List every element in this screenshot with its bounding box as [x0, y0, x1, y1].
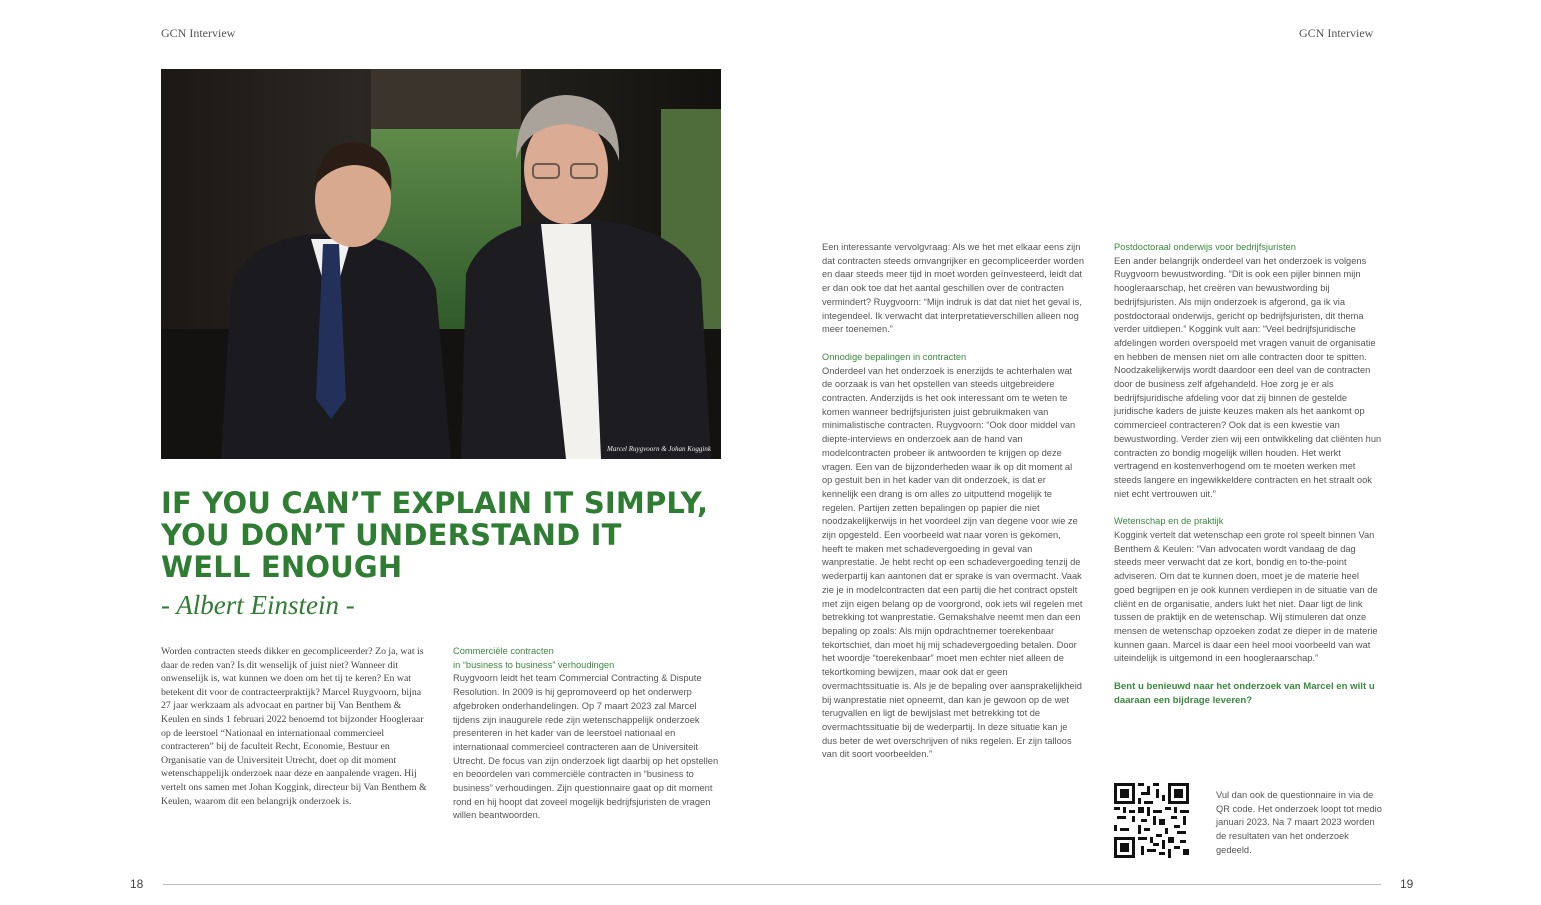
quote-author: - Albert Einstein - [161, 590, 355, 620]
headline-line-3: WELL ENOUGH [161, 550, 403, 584]
intro-text: Worden contracten steeds dikker en gecompliceerder? Zo ja, wat is daar de reden van? Is dit wenselijk of juist niet? Wanneer dit onwenselijk is, wat kunnen we doen om het tij te keren? En wat betekent dit voor de contracteerpraktijk? Marcel Ruygvoorn, bijna 27 jaar werkzaam als advocaat en partner bij Van Benthem & Keulen en sinds 1 februari 2022 benoemd tot bijzonder Hoogleraar op de leerstoel “Nationaal en internationaal commercieel contracteren” bij de faculteit Recht, Economie, Bestuur en Organisatie van de Universiteit Utrecht, doet op dit moment wetenschappelijk onderzoek naar deze en aanpalende vragen. Hij vertelt ons samen met Johan Koggink, directeur bij Van Benthem & Keulen, waarom dit een belangrijk onderzoek is. [161, 646, 427, 807]
column-postdoctoral [1114, 241, 1382, 708]
running-head-right: GCN Interview [1299, 26, 1374, 40]
page-number-left: 18 [130, 877, 144, 891]
science-practice-text: Koggink vertelt dat wetenschap een grote rol speelt binnen Van Benthem & Keulen: “Van advocaten wordt vandaag de dag steeds meer verwacht dat ze kort, bondig en to-the-point adviseren. Om dat te kunnen doen, moet je de materie heel goed begrijpen en je ook kunnen verdiepen in de situatie van de cliënt en de organisatie, anders lukt het niet. Daar ligt de link tussen de praktijk en de wetenschap. Wij stimuleren dat onze mensen de wetenschap opzoeken zodat ze dieper in de materie kunnen gaan. Marcel is daar een heel mooi voorbeeld van wat uiteindelijk is uitgemond in een hoogleraarschap.” [1114, 530, 1378, 664]
call-to-action: Bent u benieuwd naar het onderzoek van Marcel en wilt u daaraan een bijdrage leveren? [1114, 681, 1375, 707]
footer-rule [163, 884, 1381, 885]
qr-instructions: Vul dan ook de questionnaire in via de QR code. Het onderzoek loopt tot medio januari 2023. Na 7 maart 2023 worden de resultaten van het onderzoek gedeeld. [1216, 790, 1382, 855]
section-subheading-b2b: in “business to business” verhoudingen [453, 659, 615, 670]
article-headline [161, 487, 741, 583]
page-number-right: 19 [1400, 877, 1414, 891]
section-heading-commercial-contracts: Commerciële contracten [453, 646, 554, 656]
section-heading-science-practice: Wetenschap en de praktijk [1114, 516, 1224, 527]
postdoctoral-text: Een ander belangrijk onderdeel van het onderzoek is volgens Ruygvoorn bewustwording. “Dit is ook een pijler binnen mijn hoogleraarschap, het creëren van bewustwording bij bedrijfsjuristen. Als mijn onderzoek is afgerond, ga ik via postdoctoraal onderwijs, gericht op bedrijfsjuristen, dit thema verder uitdiepen.” Koggink vult aan: “Veel bedrijfsjuridische afdelingen worden overspoeld met vragen vanuit de organisatie en hebben de mensen niet om alle contracten door te spitten. Noodzakelijkerwijs wordt daardoor een deel van de contracten door de business zelf afgehandeld. Hoe zorg je er als bedrijfsjuridische afdeling voor dat zij binnen de gestelde juridische kaders de juiste keuzes maken als het aankomt op commercieel contracteren? Ook dat is een kwestie van bewustwording. Verder zien wij een ontwikkeling dat cliënten hun contracten zo bondig mogelijk willen houden. Het werkt vertragend en kostenverhogend om te moeten werken met steeds langere en ingewikkeldere contracten en het straalt ook niet echt vertrouwen uit.” [1114, 255, 1382, 499]
running-head-left: GCN Interview [161, 26, 236, 40]
qr-code[interactable] [1114, 783, 1189, 858]
headline-line-2: YOU DON’T UNDERSTAND IT [161, 518, 622, 552]
section-heading-unnecessary-provisions: Onnodige bepalingen in contracten [822, 351, 967, 362]
column-unnecessary-provisions [822, 241, 1084, 762]
column-commercial-contracts [453, 645, 723, 823]
interview-photo [161, 69, 721, 459]
section-heading-postdoctoral: Postdoctoraal onderwijs voor bedrijfsjuristen [1114, 242, 1296, 252]
photo-illustration [161, 69, 721, 459]
intro-column [161, 645, 427, 808]
unnecessary-provisions-text: Onderdeel van het onderzoek is enerzijds te achterhalen wat de oorzaak is van het opstellen van steeds uitgebreidere contracten. Anderzijds is het ook interessant om te weten te komen wanneer bedrijfsjuristen juist gebruikmaken van minimalistische contracten. Ruygvoorn: “Ook door middel van diepte-interviews en onderzoek aan de hand van modelcontracten probeer ik antwoorden te krijgen op deze vragen. Een van de bijzonderheden waar ik op dit moment al op gestuit ben in het kader van dit onderzoek, is dat er kennelijk een drang is om alles zo uitputtend mogelijk te regelen. Partijen zetten bepalingen op papier die niet noodzakelijkerwijs in het voordeel zijn van degene voor wie ze zijn opgesteld. Een voorbeeld wat naar voren is gekomen, heeft te maken met schadevergoeding in geval van wanprestatie. Je hebt recht op een schadevergoeding tenzij de wederpartij kan aantonen dat er sprake is van overmacht. Vaak zie je in modelcontracten dat een partij die het contract opstelt met zijn eigen belang op de voorgrond, ook iets wil regelen met betrekking tot wanprestatie. Gemakshalve neemt men dan een bepaling op zoals: Als mijn opdrachtnemer toerekenbaar tekortschiet, dan moet hij mij schadevergoeding betalen. Door het woordje “toerekenbaar” moet men echter niet alleen de tekortkoming bewijzen, maar ook dat er geen overmachtssituatie is. Als je de bepaling over aansprakelijkheid bij wanprestatie niet opneemt, dan kan je gewoon op de wet terugvallen en ligt de bewijslast met betrekking tot de overmachtssituatie bij de wederpartij. In deze situatie kan je dus beter de wet overschrijven of niks regelen. Er zijn talloos van dit soort voorbeelden.” [822, 365, 1083, 760]
photo-caption: Marcel Ruygvoorn & Johan Koggink [607, 445, 711, 453]
commercial-contracts-text: Ruygvoorn leidt het team Commercial Contracting & Dispute Resolution. In 2009 is hij gepromoveerd op het onderwerp afgebroken onderhandelingen. Op 7 maart 2023 zal Marcel tijdens zijn inaugurele rede zijn wetenschappelijk onderzoek presenteren in het kader van de leerstoel nationaal en internationaal commercieel contracteren aan de Universiteit Utrecht. De focus van zijn onderzoek ligt daarbij op het opstellen en beoordelen van commerciële contracten in “business to business” verhoudingen. Zijn questionnaire gaat op dit moment rond en hij hoopt dat zoveel mogelijk bedrijfsjuristen de vragen willen beantwoorden. [453, 673, 719, 821]
followup-question-text: Een interessante vervolgvraag: Als we het met elkaar eens zijn dat contracten steeds omvangrijker en gecompliceerder worden en daar steeds meer tijd in moet worden geïnvesteerd, leidt dat er dan ook toe dat het aantal geschillen over de contracten vermindert? Ruygvoorn: “Mijn indruk is dat dat niet het geval is, integendeel. Ik verwacht dat interpretatieverschillen alleen nog meer toenemen.” [822, 242, 1085, 335]
headline-line-1: IF YOU CAN’T EXPLAIN IT SIMPLY, [161, 486, 709, 520]
